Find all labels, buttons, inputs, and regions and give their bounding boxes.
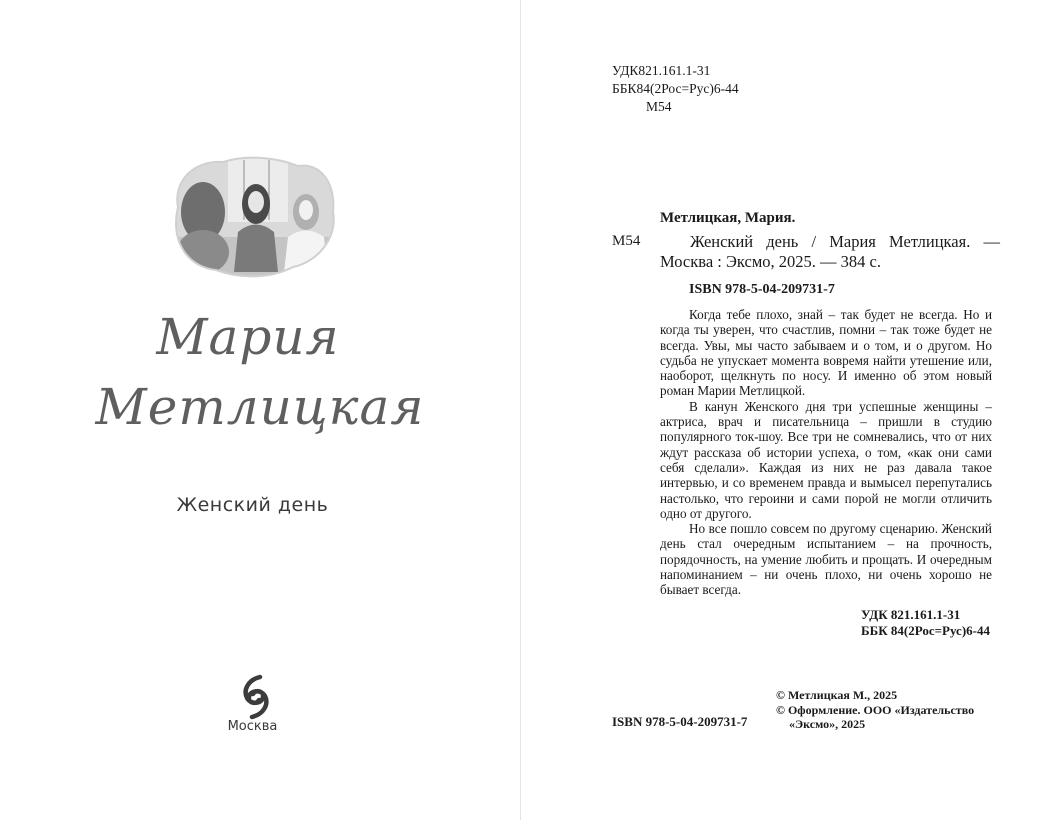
entry-code: М54	[612, 233, 641, 249]
left-page	[0, 0, 520, 820]
bbk-code-bottom: ББК 84(2Рос=Рус)6-44	[861, 622, 990, 638]
copyright-line: «Эксмо», 2025	[789, 717, 866, 731]
author-mark: М54	[646, 99, 672, 114]
annotation-paragraph: Но все пошло совсем по другому сценарию. Женский день стал очередным испытанием – на прочность, порядочность, на умение любить и прощать. И очередным напоминанием – ни очень плохо, ни очень хорошо не бывает всегда.	[660, 521, 992, 598]
book-title: Женский день	[176, 494, 329, 516]
three-women-illustration	[168, 152, 338, 282]
entry-isbn: ISBN 978-5-04-209731-7	[689, 282, 835, 297]
entry-author: Метлицкая, Мария.	[660, 210, 796, 226]
udk-code: УДК821.161.1-31	[612, 63, 711, 78]
eksmo-logo-icon	[238, 674, 274, 720]
right-page	[521, 0, 1056, 820]
classification-bottom	[861, 607, 990, 638]
author-last-name: Метлицкая	[95, 378, 425, 436]
classification-block	[612, 62, 739, 116]
annotation	[660, 307, 992, 598]
copyright-line: © Оформление. ООО «Издательство	[776, 702, 975, 717]
isbn-bottom: ISBN 978-5-04-209731-7	[612, 714, 748, 729]
udk-code-bottom: УДК 821.161.1-31	[861, 607, 961, 622]
annotation-paragraph: Когда тебе плохо, знай – так будет не всегда. Но и когда ты уверен, что счастлив, помни – так тоже будет не всегда. Увы, мы часто забываем и о том, и о другом. Но судьба не упускает момента вовремя найти утешение или, наоборот, щелкнуть по носу. И именно об этом новый роман Марии Метлицкой.	[660, 307, 992, 399]
author-first-name: Мария	[156, 308, 340, 366]
copyright-block	[776, 688, 1006, 732]
annotation-paragraph: В канун Женского дня три успешные женщины – актриса, врач и писательница – пришли в студию популярного ток-шоу. Все три не сомневались, что от них ждут рассказа об истории успеха, о том, «как они сами себя сделали». Каждая из них не раз давала такое интервью, и со временем правда и вымысел перепутались настолько, что героини и сами порой не могли отличить одно от другого.	[660, 398, 992, 521]
copyright-line: © Метлицкая М., 2025	[776, 688, 898, 702]
entry-title: Женский день / Мария Метлицкая. — Москва : Эксмо, 2025. — 384 с.	[660, 232, 1000, 271]
bbk-code: ББК84(2Рос=Рус)6-44	[612, 81, 739, 96]
publisher-city: Москва	[227, 719, 278, 734]
